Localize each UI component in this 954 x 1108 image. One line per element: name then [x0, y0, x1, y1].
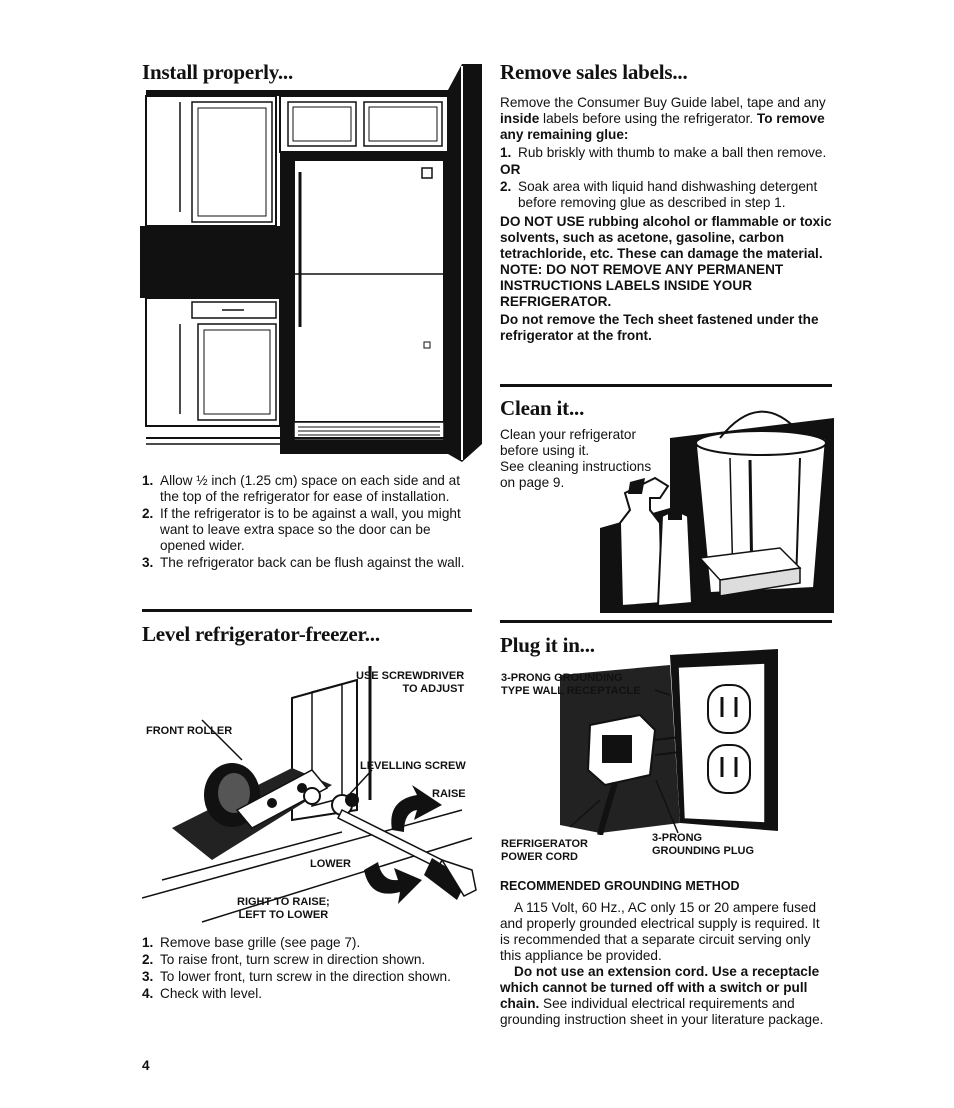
level-steps	[142, 935, 477, 1002]
level-step-2	[142, 952, 477, 968]
clean-title: Clean it...	[500, 396, 585, 420]
cleaning-illustration	[600, 398, 834, 613]
clean-text-b: See cleaning instructions on page 9.	[500, 459, 652, 490]
level-step-4	[142, 986, 477, 1002]
remove-steps	[500, 145, 832, 161]
label-right-to-raise: RIGHT TO RAISE; LEFT TO LOWER	[237, 896, 330, 921]
level-section	[142, 622, 472, 647]
install-steps-block	[142, 473, 472, 572]
install-step-3	[142, 555, 472, 571]
remove-title: Remove sales labels...	[500, 60, 688, 84]
remove-section	[500, 60, 832, 344]
divider-left	[142, 609, 472, 612]
label-lower: LOWER	[310, 858, 351, 870]
plug-title: Plug it in...	[500, 633, 595, 657]
divider-right-1	[500, 384, 832, 387]
page-number: 4	[142, 1058, 150, 1073]
step-number: 2.	[142, 506, 154, 521]
label-grounding-plug: 3-PRONG GROUNDING PLUG	[652, 832, 755, 857]
intro-inside: inside	[500, 111, 540, 126]
step-number: 2.	[142, 952, 154, 967]
label-raise: RAISE	[432, 788, 466, 800]
extension-warning: Do not use an extension cord. Use a receptacle which cannot be turned off with a switch or pull chain.	[500, 964, 820, 1011]
step-number: 1.	[142, 473, 154, 488]
remove-step-1	[500, 145, 832, 161]
step-number: 1.	[142, 935, 154, 950]
step-text: Rub briskly with thumb to make a ball then remove.	[518, 145, 827, 160]
level-steps-block	[142, 935, 477, 1003]
step-text: To lower front, turn screw in the direction shown.	[160, 969, 451, 984]
intro-glue: To remove any remaining glue:	[500, 111, 825, 142]
level-step-1	[142, 935, 477, 951]
install-steps	[142, 473, 472, 571]
step-number: 1.	[500, 145, 512, 160]
grounding-block	[500, 878, 832, 1028]
intro-text: labels before using the refrigerator.	[539, 111, 757, 126]
install-step-1	[142, 473, 472, 505]
label-levelling-screw: LEVELLING SCREW	[360, 760, 466, 772]
level-step-3	[142, 969, 477, 985]
install-step-2	[142, 506, 472, 554]
clean-text-a: Clean your refrigerator before using it.	[500, 427, 636, 458]
step-text: Allow ½ inch (1.25 cm) space on each side and at the top of the refrigerator for ease of installation.	[160, 473, 460, 504]
level-title: Level refrigerator-freezer...	[142, 622, 380, 646]
label-power-cord: REFRIGERATOR POWER CORD	[501, 838, 588, 863]
label-receptacle: 3-PRONG GROUNDING TYPE WALL RECEPTACLE	[501, 672, 641, 697]
step-text: If the refrigerator is to be against a wall, you might want to leave extra space so the door can be opened wider.	[160, 506, 461, 553]
label-screwdriver: USE SCREWDRIVER TO ADJUST	[356, 670, 465, 695]
grounding-method-text: A 115 Volt, 60 Hz., AC only 15 or 20 ampere fused and properly grounded electrical supply is required. It is recommended that a separate circuit serving only this appliance be provided.	[500, 900, 820, 963]
divider-right-2	[500, 620, 832, 623]
step-number: 4.	[142, 986, 154, 1001]
step-text: Soak area with liquid hand dishwashing detergent before removing glue as described in step 1.	[518, 179, 818, 210]
step-text: Check with level.	[160, 986, 262, 1001]
remove-intro	[500, 95, 832, 143]
step-text: To raise front, turn screw in direction shown.	[160, 952, 426, 967]
remove-warning: DO NOT USE rubbing alcohol or flammable or toxic solvents, such as acetone, gasoline, carbon tetrachloride, etc. These can damage the material.	[500, 214, 832, 261]
grounding-method-title: RECOMMENDED GROUNDING METHOD	[500, 879, 740, 893]
label-front-roller: FRONT ROLLER	[146, 725, 233, 737]
grounding-extension	[500, 964, 832, 1028]
extension-text: See individual electrical requirements and grounding instruction sheet in your literature package.	[500, 996, 824, 1027]
step-number: 2.	[500, 179, 512, 194]
remove-note: NOTE: DO NOT REMOVE ANY PERMANENT INSTRUCTIONS LABELS INSIDE YOUR REFRIGERATOR.	[500, 262, 784, 309]
step-number: 3.	[142, 969, 154, 984]
step-text: Remove base grille (see page 7).	[160, 935, 361, 950]
remove-steps-2	[500, 179, 832, 211]
remove-tech: Do not remove the Tech sheet fastened under the refrigerator at the front.	[500, 312, 819, 343]
level-illustration	[142, 660, 477, 932]
intro-text: Remove the Consumer Buy Guide label, tape and any	[500, 95, 826, 110]
remove-step-2	[500, 179, 832, 211]
step-number: 3.	[142, 555, 154, 570]
remove-or: OR	[500, 162, 521, 177]
install-title: Install properly...	[142, 60, 294, 84]
step-text: The refrigerator back can be flush against the wall.	[160, 555, 465, 570]
install-illustration	[140, 62, 485, 462]
